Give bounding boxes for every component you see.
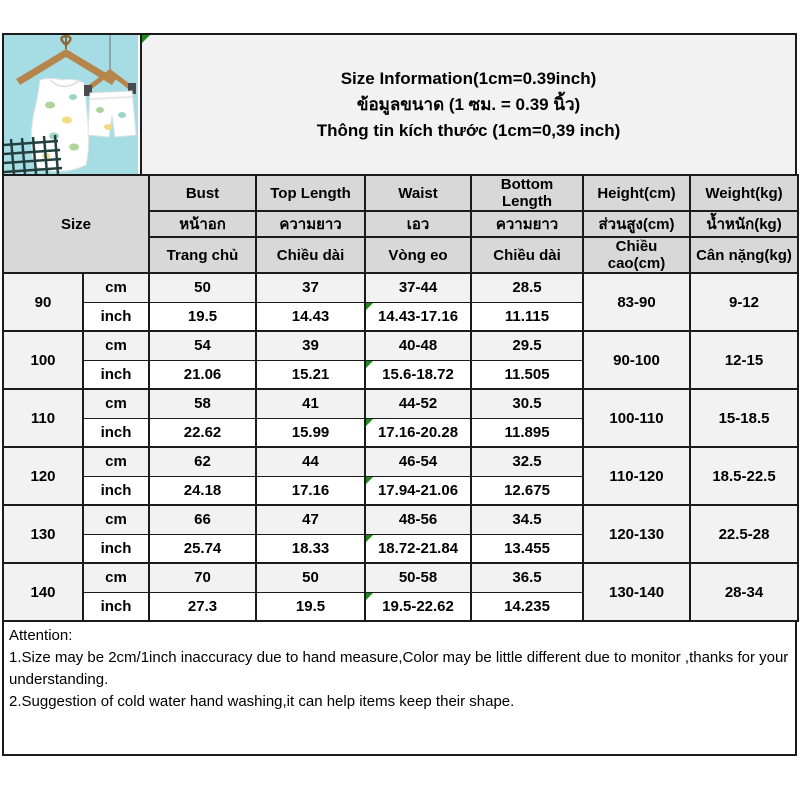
title-th: ข้อมูลขนาด (1 ซม. = 0.39 นิ้ว) (356, 94, 581, 114)
col-header-bottomlength-th: ความยาว (471, 211, 583, 237)
value-cell: 62 (149, 447, 256, 476)
value-cell: 50 (149, 273, 256, 302)
attention-box (2, 620, 797, 756)
weight-cell: 9-12 (690, 273, 798, 331)
value-cell: 11.505 (471, 360, 583, 389)
value-cell: 14.43-17.16 (365, 302, 471, 331)
value-cell: 41 (256, 389, 365, 418)
col-header-toplength-vi: Chiều dài (256, 237, 365, 273)
size-value-100: 100 (3, 331, 83, 389)
table-row (3, 273, 798, 302)
value-cell: 17.16-20.28 (365, 418, 471, 447)
value-cell: 11.895 (471, 418, 583, 447)
col-header-height-th: ส่วนสูง(cm) (583, 211, 690, 237)
value-cell: 17.94-21.06 (365, 476, 471, 505)
weight-cell: 22.5-28 (690, 505, 798, 563)
unit-cell: inch (83, 418, 149, 447)
attention-note-2: 2.Suggestion of cold water hand washing,it can help items keep their shape. (9, 693, 515, 710)
table-row (3, 331, 798, 360)
table-row (3, 505, 798, 534)
size-chart-page (2, 33, 797, 756)
value-cell: 39 (256, 331, 365, 360)
col-header-weight-vi: Cân nặng(kg) (690, 237, 798, 273)
col-header-bust-th: หน้าอก (149, 211, 256, 237)
value-cell: 18.72-21.84 (365, 534, 471, 563)
height-cell: 120-130 (583, 505, 690, 563)
col-header-bust-vi: Trang chủ (149, 237, 256, 273)
title-block (142, 35, 795, 174)
table-row (3, 563, 798, 592)
unit-cell: cm (83, 447, 149, 476)
value-cell: 58 (149, 389, 256, 418)
size-value-120: 120 (3, 447, 83, 505)
size-value-140: 140 (3, 563, 83, 621)
value-cell: 34.5 (471, 505, 583, 534)
size-header: Size (3, 175, 149, 273)
value-cell: 15.6-18.72 (365, 360, 471, 389)
col-header-bust-en: Bust (149, 175, 256, 211)
size-value-90: 90 (3, 273, 83, 331)
value-cell: 66 (149, 505, 256, 534)
value-cell: 19.5 (149, 302, 256, 331)
unit-cell: inch (83, 592, 149, 621)
col-header-toplength-th: ความยาว (256, 211, 365, 237)
value-cell: 48-56 (365, 505, 471, 534)
unit-cell: inch (83, 302, 149, 331)
unit-cell: inch (83, 360, 149, 389)
value-cell: 14.43 (256, 302, 365, 331)
size-table (2, 174, 799, 622)
header-row-en (3, 175, 798, 211)
unit-cell: cm (83, 331, 149, 360)
col-header-weight-th: น้ำหนัก(kg) (690, 211, 798, 237)
unit-cell: cm (83, 273, 149, 302)
col-header-bottomlength-en: Bottom Length (471, 175, 583, 211)
unit-cell: inch (83, 534, 149, 563)
value-cell: 27.3 (149, 592, 256, 621)
value-cell: 70 (149, 563, 256, 592)
value-cell: 50 (256, 563, 365, 592)
value-cell: 12.675 (471, 476, 583, 505)
tank-top (31, 79, 88, 172)
value-cell: 29.5 (471, 331, 583, 360)
value-cell: 47 (256, 505, 365, 534)
title-vi: Thông tin kích thước (1cm=0,39 inch) (316, 120, 621, 140)
value-cell: 13.455 (471, 534, 583, 563)
height-cell: 100-110 (583, 389, 690, 447)
height-cell: 110-120 (583, 447, 690, 505)
value-cell: 21.06 (149, 360, 256, 389)
unit-cell: cm (83, 505, 149, 534)
product-photo-illustration (4, 35, 138, 174)
value-cell: 30.5 (471, 389, 583, 418)
table-row (3, 447, 798, 476)
value-cell: 15.21 (256, 360, 365, 389)
value-cell: 36.5 (471, 563, 583, 592)
value-cell: 50-58 (365, 563, 471, 592)
value-cell: 46-54 (365, 447, 471, 476)
unit-cell: cm (83, 563, 149, 592)
value-cell: 44 (256, 447, 365, 476)
attention-heading: Attention: (9, 627, 73, 644)
size-value-130: 130 (3, 505, 83, 563)
height-cell: 130-140 (583, 563, 690, 621)
weight-cell: 18.5-22.5 (690, 447, 798, 505)
value-cell: 19.5-22.62 (365, 592, 471, 621)
value-cell: 24.18 (149, 476, 256, 505)
col-header-waist-th: เอว (365, 211, 471, 237)
value-cell: 22.62 (149, 418, 256, 447)
value-cell: 37 (256, 273, 365, 302)
height-cell: 90-100 (583, 331, 690, 389)
unit-cell: cm (83, 389, 149, 418)
col-header-waist-vi: Vòng eo (365, 237, 471, 273)
value-cell: 25.74 (149, 534, 256, 563)
col-header-height-en: Height(cm) (583, 175, 690, 211)
product-photo (4, 35, 142, 174)
value-cell: 40-48 (365, 331, 471, 360)
size-value-110: 110 (3, 389, 83, 447)
value-cell: 17.16 (256, 476, 365, 505)
weight-cell: 15-18.5 (690, 389, 798, 447)
unit-cell: inch (83, 476, 149, 505)
value-cell: 14.235 (471, 592, 583, 621)
col-header-bottomlength-vi: Chiều dài (471, 237, 583, 273)
col-header-weight-en: Weight(kg) (690, 175, 798, 211)
value-cell: 32.5 (471, 447, 583, 476)
value-cell: 15.99 (256, 418, 365, 447)
header-row (2, 33, 797, 176)
value-cell: 19.5 (256, 592, 365, 621)
title-en: Size Information(1cm=0.39inch) (340, 68, 597, 88)
attention-note-1: 1.Size may be 2cm/1inch inaccuracy due to hand measure,Color may be little different due to monitor ,thanks for your understanding. (9, 649, 789, 688)
weight-cell: 28-34 (690, 563, 798, 621)
height-cell: 83-90 (583, 273, 690, 331)
weight-cell: 12-15 (690, 331, 798, 389)
value-cell: 28.5 (471, 273, 583, 302)
col-header-height-vi: Chiều cao(cm) (583, 237, 690, 273)
table-row (3, 389, 798, 418)
value-cell: 54 (149, 331, 256, 360)
value-cell: 11.115 (471, 302, 583, 331)
col-header-waist-en: Waist (365, 175, 471, 211)
col-header-toplength-en: Top Length (256, 175, 365, 211)
value-cell: 44-52 (365, 389, 471, 418)
value-cell: 18.33 (256, 534, 365, 563)
value-cell: 37-44 (365, 273, 471, 302)
